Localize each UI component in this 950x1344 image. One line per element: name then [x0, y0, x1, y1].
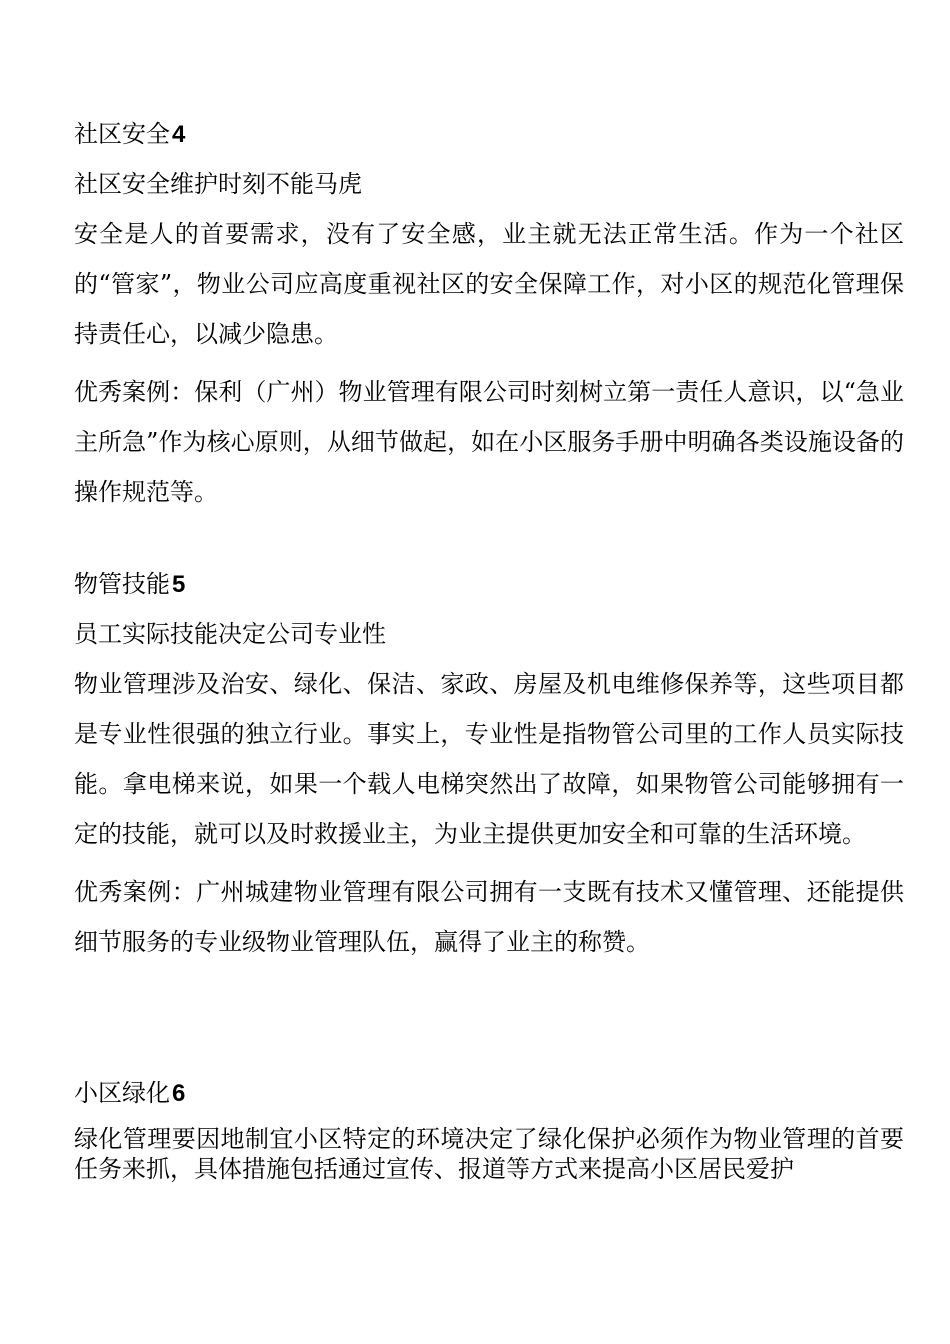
section-paragraph: 绿化管理要因地制宜小区特定的环境决定了绿化保护必须作为物业管理的首要任务来抓，具体措施包括通过宣传、报道等方式来提高小区居民爱护	[74, 1125, 904, 1183]
section-case-paragraph: 优秀案例：保利（广州）物业管理有限公司时刻树立第一责任人意识，以“急业主所急”作为核心原则，从细节做起，如在小区服务手册中明确各类设施设备的操作规范等。	[74, 378, 904, 506]
section-number: 6	[172, 1080, 186, 1107]
section-number: 4	[172, 121, 186, 148]
section-greening	[74, 1076, 904, 1184]
section-subtitle: 员工实际技能决定公司专业性	[74, 620, 386, 648]
section-paragraph: 物业管理涉及治安、绿化、保洁、家政、房屋及机电维修保养等，这些项目都是专业性很强的独立行业。事实上，专业性是指物管公司里的工作人员实际技能。拿电梯来说，如果一个载人电梯突然出了故障，如果物管公司能够拥有一定的技能，就可以及时救援业主，为业主提供更加安全和可靠的生活环境。	[74, 670, 904, 848]
section-heading	[74, 117, 904, 151]
section-property-skills	[74, 567, 904, 967]
section-heading-text: 小区绿化	[74, 1079, 170, 1107]
section-heading-text: 物管技能	[74, 570, 170, 598]
section-number: 5	[172, 571, 186, 598]
section-case-paragraph: 优秀案例：广州城建物业管理有限公司拥有一支既有技术又懂管理、还能提供细节服务的专业级物业管理队伍，赢得了业主的称赞。	[74, 878, 904, 956]
section-community-safety	[74, 117, 904, 517]
section-subtitle: 社区安全维护时刻不能马虎	[74, 170, 362, 198]
section-heading-text: 社区安全	[74, 120, 170, 148]
section-heading	[74, 567, 904, 601]
section-paragraph: 安全是人的首要需求，没有了安全感，业主就无法正常生活。作为一个社区的“管家”，物业公司应高度重视社区的安全保障工作，对小区的规范化管理保持责任心，以减少隐患。	[74, 220, 904, 348]
section-heading	[74, 1076, 904, 1110]
